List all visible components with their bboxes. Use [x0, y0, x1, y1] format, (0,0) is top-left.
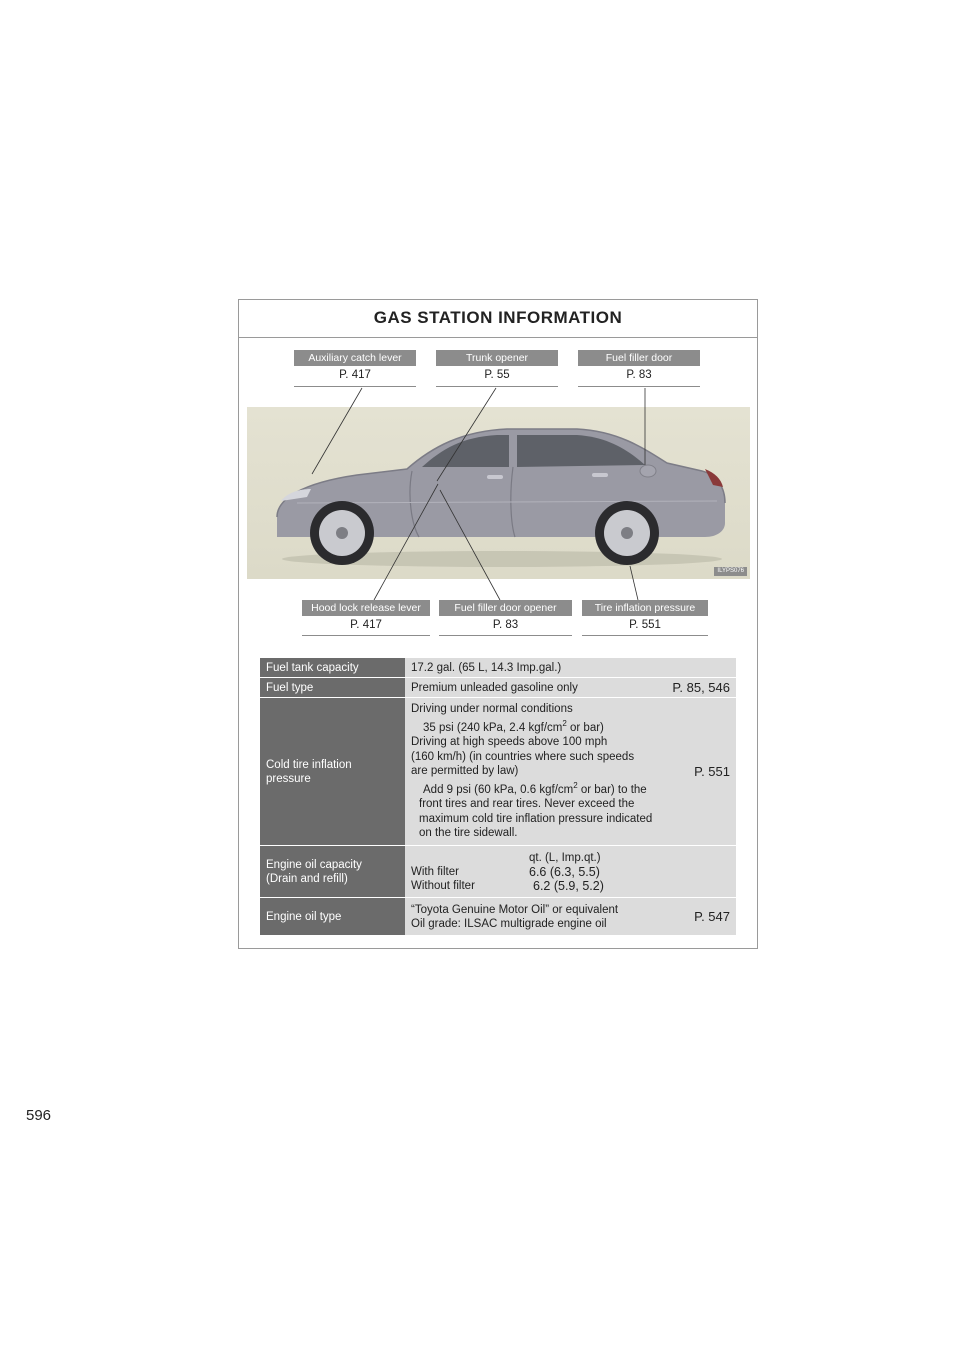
specification-table	[260, 657, 736, 936]
callout-underline	[578, 386, 700, 387]
oil-without-filter-label: Without filter	[411, 879, 475, 892]
image-code: ILYPS076	[714, 567, 747, 576]
page-number: 596	[26, 1107, 52, 1124]
callout-underline	[294, 386, 416, 387]
car-illustration	[247, 407, 750, 579]
oil-type-line: “Toyota Genuine Motor Oil” or equivalent	[411, 903, 619, 916]
callout-fuel-filler-door-opener: Fuel filler door opener	[439, 600, 572, 616]
callout-hood-lock-release-lever: Hood lock release lever	[302, 600, 430, 616]
spec-value-fuel-type	[405, 678, 736, 698]
table-row	[260, 658, 736, 678]
callout-trunk-opener-ref[interactable]: P. 55	[484, 369, 510, 381]
tire-line: 35 psi (240 kPa, 2.4 kgf/$cm^2$ or bar)	[423, 718, 604, 734]
table-row	[260, 846, 736, 898]
tire-line: front tires and rear tires. Never exceed the	[419, 798, 635, 811]
spec-key-tire-pressure: Cold tire inflation pressure	[260, 698, 405, 846]
table-row	[260, 898, 736, 936]
oil-type-line: Oil grade: ILSAC multigrade engine oil	[411, 917, 607, 930]
callout-tire-inflation-pressure-ref[interactable]: P. 551	[629, 619, 661, 631]
tire-line: maximum cold tire inflation pressure indicated	[419, 812, 653, 825]
callout-underline	[436, 386, 558, 387]
spec-key-oil-capacity	[260, 846, 405, 898]
oil-type-text	[411, 903, 618, 931]
tire-line: on the tire sidewall.	[419, 827, 518, 840]
callout-underline	[439, 635, 572, 636]
oil-capacity-key-line: Engine oil capacity	[266, 858, 362, 871]
spec-value-oil-type	[405, 898, 736, 936]
callout-trunk-opener: Trunk opener	[436, 350, 558, 366]
tire-line: (160 km/h) (in countries where such speeds	[411, 750, 635, 763]
oil-capacity-grid	[411, 851, 730, 893]
callout-fuel-filler-door-ref[interactable]: P. 83	[626, 369, 652, 381]
callout-auxiliary-catch-lever: Auxiliary catch lever	[294, 350, 416, 366]
oil-with-filter-label: With filter	[411, 865, 459, 878]
callout-underline	[302, 635, 430, 636]
oil-type-ref[interactable]: P. 547	[694, 908, 730, 924]
tire-line: Driving at high speeds above 100 mph	[411, 736, 608, 749]
oil-capacity-unit: qt. (L, Imp.qt.)	[529, 851, 601, 864]
fuel-type-ref[interactable]: P. 85, 546	[672, 679, 730, 695]
callout-hood-lock-release-lever-ref[interactable]: P. 417	[350, 619, 382, 631]
spec-value-oil-capacity	[405, 846, 736, 898]
tire-line: Driving under normal conditions	[411, 703, 573, 716]
callout-auxiliary-catch-lever-ref[interactable]: P. 417	[339, 369, 371, 381]
fuel-type-text: Premium unleaded gasoline only	[411, 681, 578, 694]
tire-line: Add 9 psi (60 kPa, 0.6 kgf/$cm^2$ or bar) to the	[423, 780, 647, 796]
callout-tire-inflation-pressure: Tire inflation pressure	[582, 600, 708, 616]
tire-pressure-ref[interactable]: P. 551	[694, 763, 730, 779]
callout-fuel-filler-door: Fuel filler door	[578, 350, 700, 366]
callout-underline	[582, 635, 708, 636]
table-row	[260, 698, 736, 846]
oil-without-filter-value: 6.2 (5.9, 5.2)	[533, 878, 604, 893]
tire-pressure-text	[411, 702, 652, 840]
callout-fuel-filler-door-opener-ref[interactable]: P. 83	[492, 619, 519, 631]
oil-with-filter-value: 6.6 (6.3, 5.5)	[529, 864, 600, 879]
panel-title: GAS STATION INFORMATION	[239, 300, 757, 338]
oil-capacity-key-line: (Drain and refill)	[266, 872, 348, 885]
spec-key-fuel-tank: Fuel tank capacity	[260, 658, 405, 678]
spec-value-fuel-tank: 17.2 gal. (65 L, 14.3 Imp.gal.)	[405, 658, 736, 678]
spec-key-oil-type: Engine oil type	[260, 898, 405, 936]
table-row	[260, 678, 736, 698]
tire-line: are permitted by law)	[411, 765, 519, 778]
spec-value-tire-pressure	[405, 698, 736, 846]
car-side-view-image	[247, 407, 750, 579]
spec-key-fuel-type: Fuel type	[260, 678, 405, 698]
